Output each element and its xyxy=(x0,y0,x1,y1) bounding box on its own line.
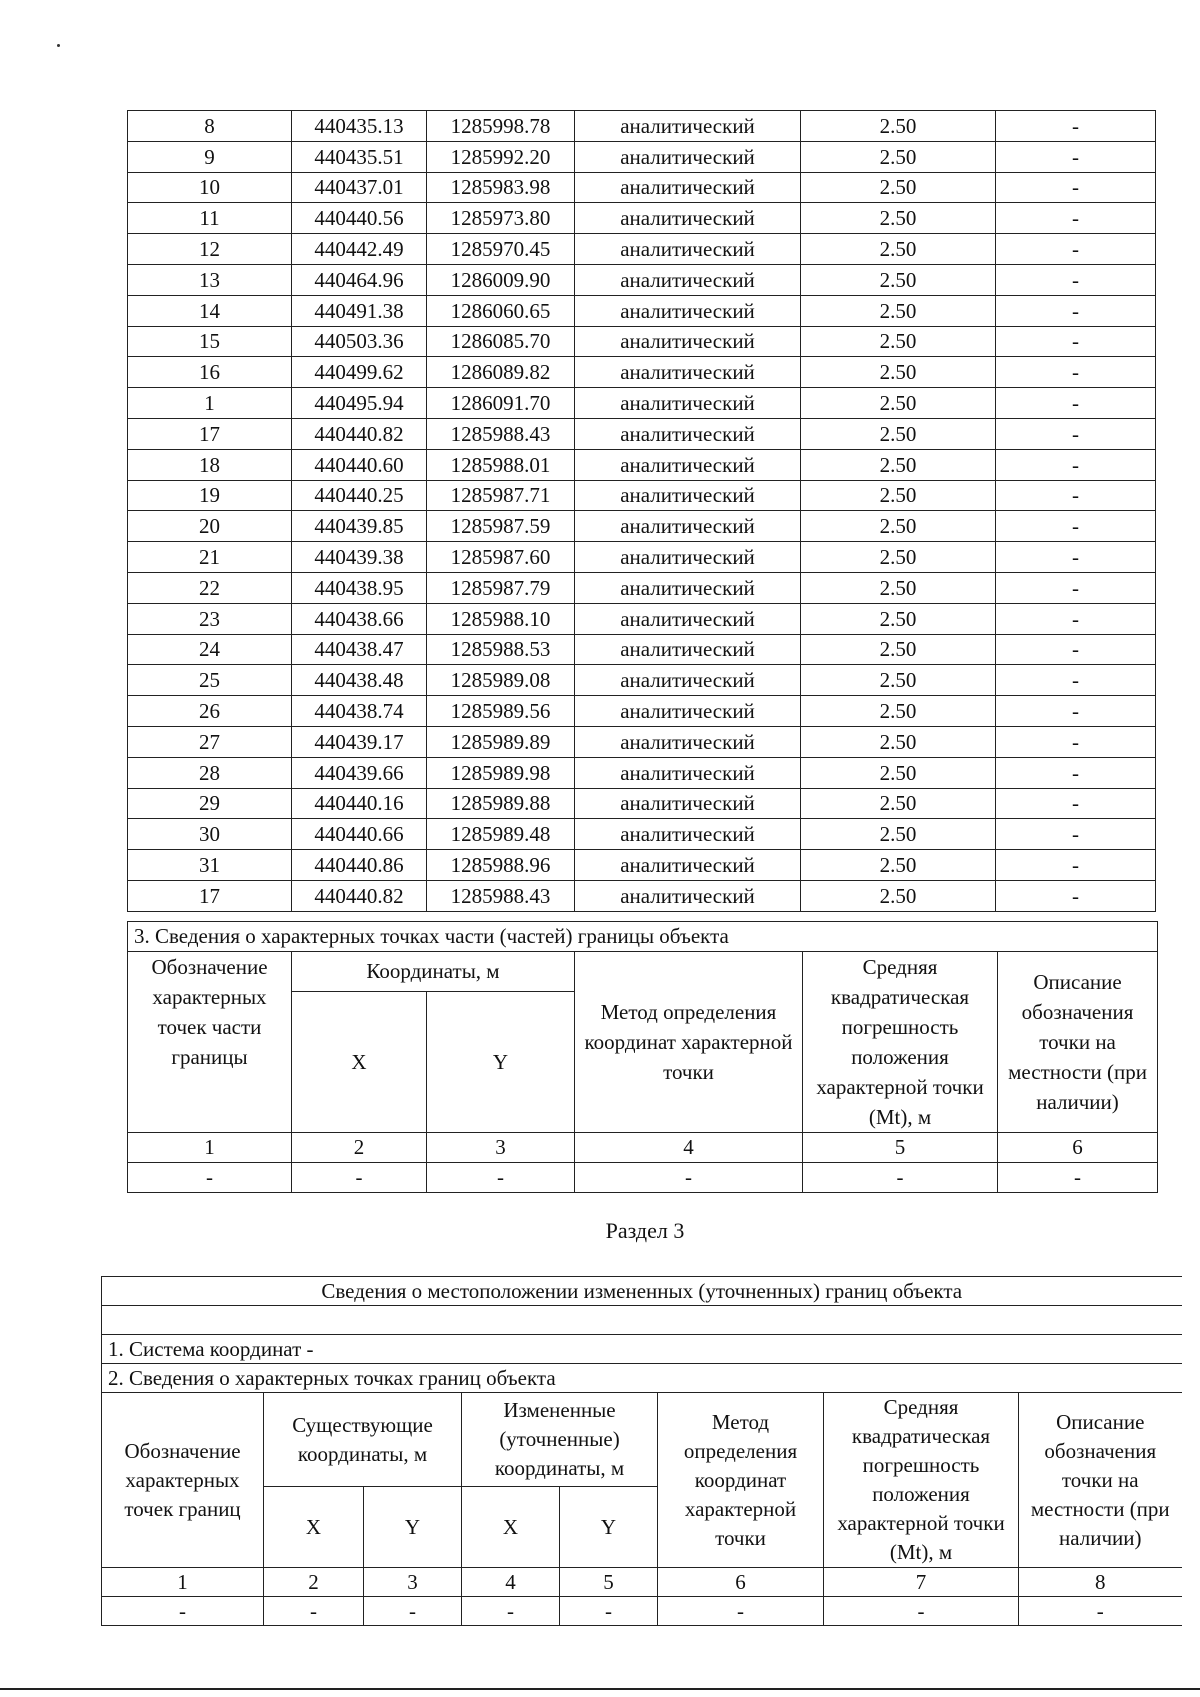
error-cell: 2.50 xyxy=(801,234,996,265)
x-coord-cell: 440440.82 xyxy=(292,880,427,911)
description-cell: - xyxy=(996,572,1156,603)
section-title: Раздел 3 xyxy=(605,1218,685,1243)
point-number-cell: 18 xyxy=(128,449,292,480)
point-number-cell: 1 xyxy=(128,388,292,419)
method-cell: аналитический xyxy=(575,726,801,757)
y-coord-cell: 1285989.89 xyxy=(427,726,575,757)
y-coord-cell: 1286060.65 xyxy=(427,295,575,326)
error-cell: 2.50 xyxy=(801,696,996,727)
table-row xyxy=(128,203,1156,234)
error-cell: 2.50 xyxy=(801,511,996,542)
table-row xyxy=(128,511,1156,542)
s3-empty-row xyxy=(102,1306,1182,1335)
data-cell: - xyxy=(427,1163,575,1193)
s3-header-y: Y xyxy=(560,1487,658,1568)
error-cell: 2.50 xyxy=(801,388,996,419)
error-cell: 2.50 xyxy=(801,880,996,911)
y-coord-cell: 1285992.20 xyxy=(427,141,575,172)
y-coord-cell: 1285987.71 xyxy=(427,480,575,511)
table-row xyxy=(128,665,1156,696)
point-number-cell: 20 xyxy=(128,511,292,542)
error-cell: 2.50 xyxy=(801,665,996,696)
method-cell: аналитический xyxy=(575,234,801,265)
method-cell: аналитический xyxy=(575,264,801,295)
y-coord-cell: 1285998.78 xyxy=(427,111,575,142)
table-row xyxy=(128,572,1156,603)
description-cell: - xyxy=(996,203,1156,234)
point-number-cell: 27 xyxy=(128,726,292,757)
method-cell: аналитический xyxy=(575,203,801,234)
s3-title-row xyxy=(102,1277,1182,1306)
x-coord-cell: 440503.36 xyxy=(292,326,427,357)
s3-points-heading: 2. Сведения о характерных точках границ объекта xyxy=(102,1364,1182,1393)
description-cell: - xyxy=(996,726,1156,757)
colnum: 3 xyxy=(364,1568,462,1597)
y-coord-cell: 1285989.88 xyxy=(427,788,575,819)
error-cell: 2.50 xyxy=(801,295,996,326)
method-cell: аналитический xyxy=(575,511,801,542)
s3-data-row xyxy=(102,1597,1182,1626)
points-table xyxy=(127,110,1156,912)
point-number-cell: 26 xyxy=(128,696,292,727)
s3-colnum-row xyxy=(102,1568,1182,1597)
changed-boundaries-table xyxy=(101,1276,1182,1626)
error-cell: 2.50 xyxy=(801,172,996,203)
error-cell: 2.50 xyxy=(801,757,996,788)
description-cell: - xyxy=(996,388,1156,419)
error-cell: 2.50 xyxy=(801,418,996,449)
y-coord-cell: 1285988.53 xyxy=(427,634,575,665)
point-number-cell: 25 xyxy=(128,665,292,696)
part-boundary-table xyxy=(127,921,1158,1193)
point-number-cell: 15 xyxy=(128,326,292,357)
table-row xyxy=(128,603,1156,634)
data-cell: - xyxy=(462,1597,560,1626)
point-number-cell: 12 xyxy=(128,234,292,265)
y-coord-cell: 1285973.80 xyxy=(427,203,575,234)
x-coord-cell: 440440.16 xyxy=(292,788,427,819)
colnum: 5 xyxy=(803,1133,998,1163)
table-row xyxy=(128,111,1156,142)
header-y: Y xyxy=(427,992,575,1133)
error-cell: 2.50 xyxy=(801,264,996,295)
method-cell: аналитический xyxy=(575,418,801,449)
colnum: 6 xyxy=(658,1568,824,1597)
x-coord-cell: 440440.66 xyxy=(292,819,427,850)
s3-empty-cell xyxy=(102,1306,1182,1335)
description-cell: - xyxy=(996,757,1156,788)
method-cell: аналитический xyxy=(575,850,801,881)
x-coord-cell: 440464.96 xyxy=(292,264,427,295)
table-row xyxy=(128,449,1156,480)
x-coord-cell: 440439.38 xyxy=(292,542,427,573)
table-row xyxy=(128,264,1156,295)
point-number-cell: 11 xyxy=(128,203,292,234)
header-error: Средняя квадратическая погрешность положения характерной точки (Mt), м xyxy=(803,952,998,1133)
point-number-cell: 9 xyxy=(128,141,292,172)
point-number-cell: 21 xyxy=(128,542,292,573)
part-data-row xyxy=(128,1163,1158,1193)
error-cell: 2.50 xyxy=(801,572,996,603)
description-cell: - xyxy=(996,511,1156,542)
error-cell: 2.50 xyxy=(801,788,996,819)
point-number-cell: 22 xyxy=(128,572,292,603)
s3-table-title: Сведения о местоположении измененных (уточненных) границ объекта xyxy=(102,1277,1182,1306)
x-coord-cell: 440440.82 xyxy=(292,418,427,449)
colnum: 2 xyxy=(264,1568,364,1597)
table-row xyxy=(128,757,1156,788)
method-cell: аналитический xyxy=(575,788,801,819)
error-cell: 2.50 xyxy=(801,542,996,573)
method-cell: аналитический xyxy=(575,172,801,203)
table-row xyxy=(128,295,1156,326)
description-cell: - xyxy=(996,449,1156,480)
x-coord-cell: 440435.13 xyxy=(292,111,427,142)
colnum: 7 xyxy=(824,1568,1019,1597)
description-cell: - xyxy=(996,172,1156,203)
method-cell: аналитический xyxy=(575,141,801,172)
description-cell: - xyxy=(996,295,1156,326)
error-cell: 2.50 xyxy=(801,726,996,757)
header-point: Обозначение характерных точек части границы xyxy=(128,952,292,1133)
method-cell: аналитический xyxy=(575,480,801,511)
s3-header-x: X xyxy=(264,1487,364,1568)
x-coord-cell: 440437.01 xyxy=(292,172,427,203)
description-cell: - xyxy=(996,264,1156,295)
error-cell: 2.50 xyxy=(801,634,996,665)
data-cell: - xyxy=(658,1597,824,1626)
point-number-cell: 24 xyxy=(128,634,292,665)
description-cell: - xyxy=(996,357,1156,388)
header-x: X xyxy=(292,992,427,1133)
table-row xyxy=(128,418,1156,449)
x-coord-cell: 440495.94 xyxy=(292,388,427,419)
x-coord-cell: 440491.38 xyxy=(292,295,427,326)
table-row xyxy=(128,726,1156,757)
table-row xyxy=(128,696,1156,727)
table-row xyxy=(128,880,1156,911)
colnum: 1 xyxy=(102,1568,264,1597)
point-number-cell: 17 xyxy=(128,880,292,911)
description-cell: - xyxy=(996,880,1156,911)
description-cell: - xyxy=(996,542,1156,573)
table-row xyxy=(128,634,1156,665)
x-coord-cell: 440435.51 xyxy=(292,141,427,172)
x-coord-cell: 440439.66 xyxy=(292,757,427,788)
s3-header-description: Описание обозначения точки на местности (при наличии) xyxy=(1019,1393,1182,1568)
y-coord-cell: 1285989.98 xyxy=(427,757,575,788)
y-coord-cell: 1285988.10 xyxy=(427,603,575,634)
method-cell: аналитический xyxy=(575,665,801,696)
description-cell: - xyxy=(996,603,1156,634)
data-cell: - xyxy=(824,1597,1019,1626)
point-number-cell: 17 xyxy=(128,418,292,449)
error-cell: 2.50 xyxy=(801,141,996,172)
error-cell: 2.50 xyxy=(801,111,996,142)
description-cell: - xyxy=(996,141,1156,172)
table-row xyxy=(128,357,1156,388)
x-coord-cell: 440439.17 xyxy=(292,726,427,757)
error-cell: 2.50 xyxy=(801,480,996,511)
method-cell: аналитический xyxy=(575,634,801,665)
error-cell: 2.50 xyxy=(801,819,996,850)
y-coord-cell: 1286091.70 xyxy=(427,388,575,419)
method-cell: аналитический xyxy=(575,449,801,480)
s3-header-changed: Измененные (уточненные) координаты, м xyxy=(462,1393,658,1487)
table-row xyxy=(128,542,1156,573)
scan-speck xyxy=(57,44,60,47)
table-row xyxy=(128,141,1156,172)
y-coord-cell: 1285988.43 xyxy=(427,880,575,911)
description-cell: - xyxy=(996,819,1156,850)
colnum: 5 xyxy=(560,1568,658,1597)
x-coord-cell: 440440.86 xyxy=(292,850,427,881)
method-cell: аналитический xyxy=(575,111,801,142)
s3-points-heading-row xyxy=(102,1364,1182,1393)
description-cell: - xyxy=(996,696,1156,727)
s3-coord-system-row xyxy=(102,1335,1182,1364)
method-cell: аналитический xyxy=(575,326,801,357)
x-coord-cell: 440438.74 xyxy=(292,696,427,727)
table-row xyxy=(128,234,1156,265)
point-number-cell: 30 xyxy=(128,819,292,850)
data-cell: - xyxy=(998,1163,1158,1193)
y-coord-cell: 1285983.98 xyxy=(427,172,575,203)
points-table-body xyxy=(128,111,1156,912)
table-row xyxy=(128,850,1156,881)
s3-header-existing: Существующие координаты, м xyxy=(264,1393,462,1487)
error-cell: 2.50 xyxy=(801,603,996,634)
s3-header-method: Метод определения координат характерной точки xyxy=(658,1393,824,1568)
error-cell: 2.50 xyxy=(801,357,996,388)
data-cell: - xyxy=(102,1597,264,1626)
s3-header-y: Y xyxy=(364,1487,462,1568)
description-cell: - xyxy=(996,665,1156,696)
x-coord-cell: 440438.66 xyxy=(292,603,427,634)
method-cell: аналитический xyxy=(575,357,801,388)
s3-header-point: Обозначение характерных точек границ xyxy=(102,1393,264,1568)
error-cell: 2.50 xyxy=(801,850,996,881)
point-number-cell: 23 xyxy=(128,603,292,634)
part-section-heading: 3. Сведения о характерных точках части (частей) границы объекта xyxy=(128,922,1158,952)
data-cell: - xyxy=(560,1597,658,1626)
table-row xyxy=(128,326,1156,357)
header-coords: Координаты, м xyxy=(292,952,575,992)
y-coord-cell: 1286085.70 xyxy=(427,326,575,357)
point-number-cell: 29 xyxy=(128,788,292,819)
method-cell: аналитический xyxy=(575,757,801,788)
data-cell: - xyxy=(364,1597,462,1626)
error-cell: 2.50 xyxy=(801,326,996,357)
error-cell: 2.50 xyxy=(801,203,996,234)
header-method: Метод определения координат характерной точки xyxy=(575,952,803,1133)
data-cell: - xyxy=(575,1163,803,1193)
colnum: 4 xyxy=(575,1133,803,1163)
method-cell: аналитический xyxy=(575,388,801,419)
table-row xyxy=(128,480,1156,511)
point-number-cell: 8 xyxy=(128,111,292,142)
y-coord-cell: 1286009.90 xyxy=(427,264,575,295)
point-number-cell: 28 xyxy=(128,757,292,788)
description-cell: - xyxy=(996,111,1156,142)
method-cell: аналитический xyxy=(575,819,801,850)
table-row xyxy=(128,788,1156,819)
y-coord-cell: 1285989.56 xyxy=(427,696,575,727)
data-cell: - xyxy=(803,1163,998,1193)
method-cell: аналитический xyxy=(575,295,801,326)
y-coord-cell: 1285988.01 xyxy=(427,449,575,480)
point-number-cell: 14 xyxy=(128,295,292,326)
method-cell: аналитический xyxy=(575,542,801,573)
colnum: 4 xyxy=(462,1568,560,1597)
point-number-cell: 31 xyxy=(128,850,292,881)
method-cell: аналитический xyxy=(575,603,801,634)
x-coord-cell: 440499.62 xyxy=(292,357,427,388)
header-description: Описание обозначения точки на местности (при наличии) xyxy=(998,952,1158,1133)
y-coord-cell: 1285989.08 xyxy=(427,665,575,696)
colnum: 2 xyxy=(292,1133,427,1163)
point-number-cell: 16 xyxy=(128,357,292,388)
description-cell: - xyxy=(996,480,1156,511)
description-cell: - xyxy=(996,418,1156,449)
y-coord-cell: 1285987.60 xyxy=(427,542,575,573)
x-coord-cell: 440440.56 xyxy=(292,203,427,234)
point-number-cell: 19 xyxy=(128,480,292,511)
description-cell: - xyxy=(996,850,1156,881)
part-colnum-row xyxy=(128,1133,1158,1163)
y-coord-cell: 1285988.96 xyxy=(427,850,575,881)
description-cell: - xyxy=(996,788,1156,819)
table-row xyxy=(128,819,1156,850)
x-coord-cell: 440439.85 xyxy=(292,511,427,542)
point-number-cell: 10 xyxy=(128,172,292,203)
y-coord-cell: 1285988.43 xyxy=(427,418,575,449)
y-coord-cell: 1286089.82 xyxy=(427,357,575,388)
method-cell: аналитический xyxy=(575,572,801,603)
description-cell: - xyxy=(996,234,1156,265)
x-coord-cell: 440440.60 xyxy=(292,449,427,480)
s3-header-x: X xyxy=(462,1487,560,1568)
x-coord-cell: 440438.47 xyxy=(292,634,427,665)
table-row xyxy=(128,388,1156,419)
colnum: 1 xyxy=(128,1133,292,1163)
y-coord-cell: 1285970.45 xyxy=(427,234,575,265)
x-coord-cell: 440440.25 xyxy=(292,480,427,511)
colnum: 6 xyxy=(998,1133,1158,1163)
y-coord-cell: 1285987.59 xyxy=(427,511,575,542)
table-row xyxy=(128,172,1156,203)
point-number-cell: 13 xyxy=(128,264,292,295)
error-cell: 2.50 xyxy=(801,449,996,480)
description-cell: - xyxy=(996,326,1156,357)
y-coord-cell: 1285989.48 xyxy=(427,819,575,850)
s3-coord-system: 1. Система координат - xyxy=(102,1335,1182,1364)
data-cell: - xyxy=(128,1163,292,1193)
x-coord-cell: 440438.48 xyxy=(292,665,427,696)
s3-header-error: Средняя квадратическая погрешность положения характерной точки (Mt), м xyxy=(824,1393,1019,1568)
data-cell: - xyxy=(1019,1597,1182,1626)
description-cell: - xyxy=(996,634,1156,665)
part-heading-row xyxy=(128,922,1158,952)
data-cell: - xyxy=(264,1597,364,1626)
x-coord-cell: 440442.49 xyxy=(292,234,427,265)
colnum: 8 xyxy=(1019,1568,1182,1597)
s3-header-row xyxy=(102,1393,1182,1487)
y-coord-cell: 1285987.79 xyxy=(427,572,575,603)
part-header-row xyxy=(128,952,1158,992)
method-cell: аналитический xyxy=(575,696,801,727)
method-cell: аналитический xyxy=(575,880,801,911)
x-coord-cell: 440438.95 xyxy=(292,572,427,603)
page-bottom-rule xyxy=(0,1688,1200,1690)
data-cell: - xyxy=(292,1163,427,1193)
colnum: 3 xyxy=(427,1133,575,1163)
